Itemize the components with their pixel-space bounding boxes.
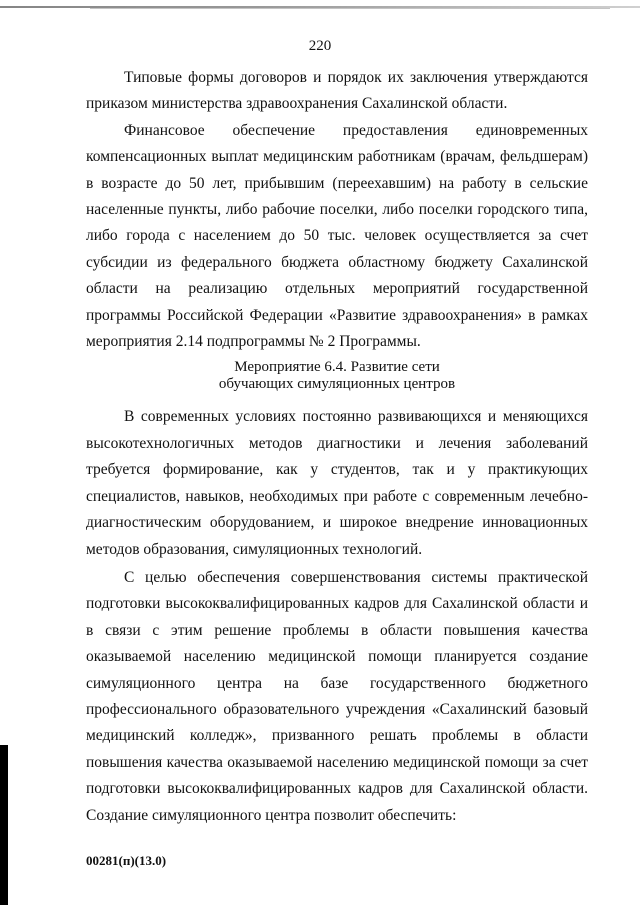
paragraph-modern-conditions: В современных условиях постоянно развивающихся и меняющихся высокотехнологичных методов диагностики и лечения заболеваний требуется формирование, как у студентов, так и у практикующих специалистов, навыков, необходимых при работе с современным лечебно-диагностическим оборудованием, и широкое внедрение инновационных методов образования, симуляционных технологий.	[86, 408, 588, 558]
document-body	[86, 65, 588, 829]
paragraph-simulation-center: С целью обеспечения совершенствования системы практической подготовки высококвалифицированных кадров для Сахалинской области и в связи с этим решение проблемы в области повышения качества оказываемой населению медицинской помощи планируется создание симуляционного центра на базе государственного бюджетного профессионального образовательного учреждения «Сахалинский базовый медицинский колледж», призванного решать проблемы в области повышения качества оказываемой населению медицинской помощи за счет подготовки высококвалифицированных кадров для Сахалинской области. Создание симуляционного центра позволит обеспечить:	[86, 568, 588, 824]
paragraph-contracts: Типовые формы договоров и порядок их заключения утверждаются приказом министерства здравоохранения Сахалинской области.	[86, 69, 588, 113]
section-heading-line1: Мероприятие 6.4. Развитие сети	[234, 359, 440, 376]
document-code: 00281(п)(13.0)	[86, 853, 167, 868]
scan-edge-line-secondary	[90, 8, 610, 9]
page-number: 220	[308, 38, 332, 54]
scan-margin-bar	[0, 745, 8, 905]
section-heading	[86, 359, 588, 393]
paragraph-financing: Финансовое обеспечение предоставления единовременных компенсационных выплат медицинским работникам (врачам, фельдшерам) в возрасте до 50 лет, прибывшим (переехавшим) на работу в сельские населенные пункты, либо рабочие поселки, либо поселки городского типа, либо города с населением до 50 тыс. человек осуществляется за счет субсидии из федерального бюджета областному бюджету Сахалинской области на реализацию отдельных мероприятий государственной программы Российской Федерации «Развитие здравоохранения» в рамках мероприятия 2.14 подпрограммы № 2 Программы.	[86, 121, 588, 351]
section-heading-line2: обучающих симуляционных центров	[218, 376, 456, 393]
